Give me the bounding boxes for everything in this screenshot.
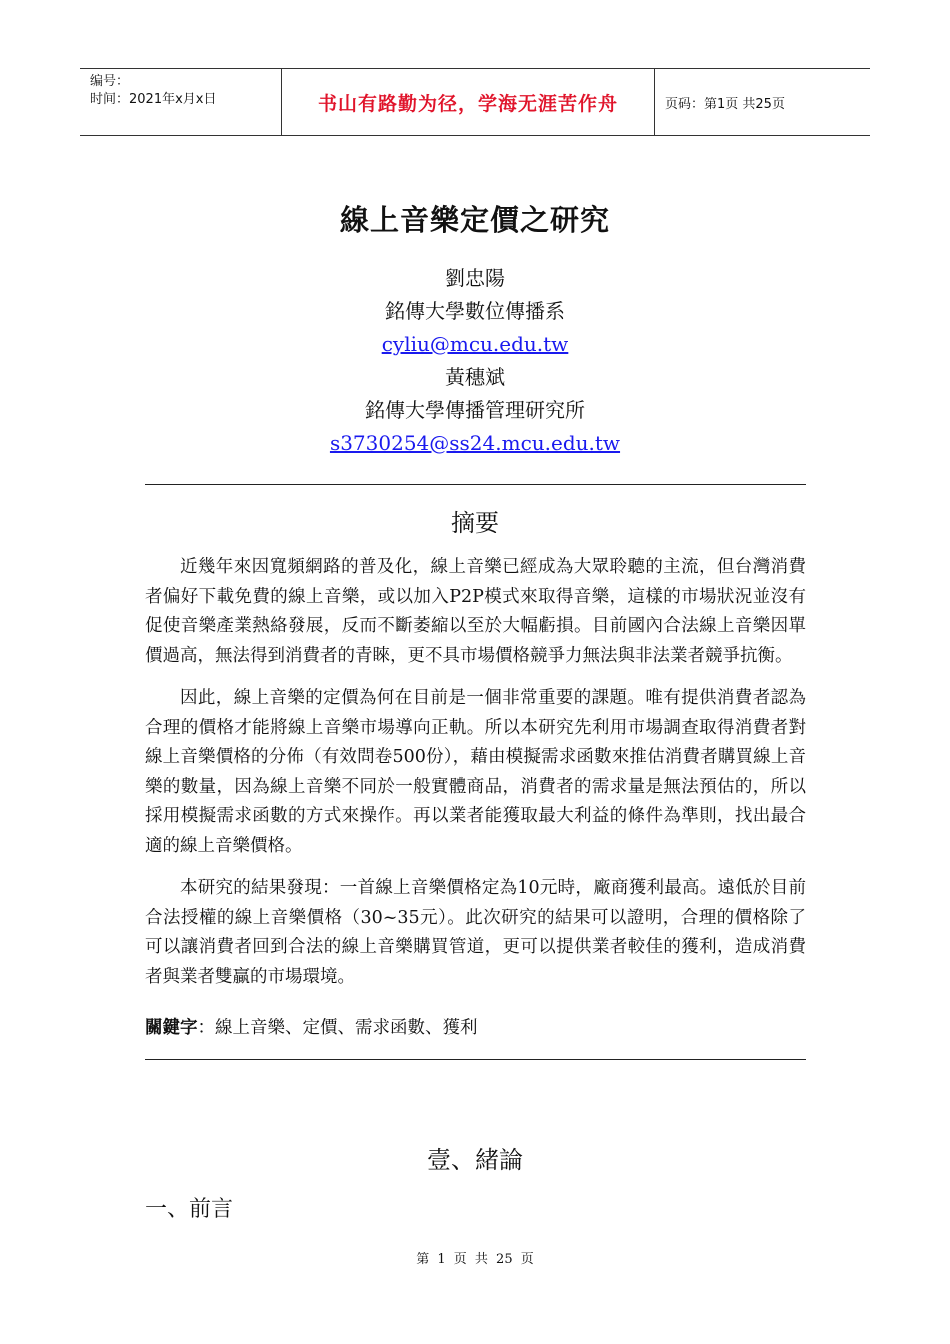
- page-footer: 第 1 页 共 25 页: [416, 1252, 534, 1267]
- abstract-paragraph: 本研究的結果發現：一首線上音樂價格定為10元時，廠商獲利最高。遠低於目前合法授權的線上音樂價格（30~35元）。此次研究的結果可以證明，合理的價格除了可以讓消費者回到合法的線上音樂購買管道，更可以提供業者較佳的獲利，造成消費者與業者雙贏的市場環境。: [145, 878, 806, 987]
- subsection-heading: 一、前言: [145, 1197, 234, 1222]
- section-heading: 壹、緒論: [427, 1146, 523, 1174]
- abstract-paragraph: 近幾年來因寬頻網路的普及化，線上音樂已經成為大眾聆聽的主流，但台灣消費者偏好下載免費的線上音樂，或以加入P2P模式來取得音樂，這樣的市場狀況並沒有促使音樂產業熱絡發展，反而不斷萎縮以至於大幅虧損。目前國內合法線上音樂因單價過高，無法得到消費者的青睞，更不具市場價格競爭力無法與非法業者競爭抗衡。: [145, 557, 806, 666]
- time-label: 时间：2021年x月x日: [90, 92, 217, 107]
- author-block: [0, 262, 950, 460]
- keywords-text: ：線上音樂、定價、需求函數、獲利: [197, 1018, 478, 1038]
- author-name: 劉忠陽: [445, 266, 505, 290]
- header-meta: [80, 69, 282, 135]
- abstract-paragraph: 因此，線上音樂的定價為何在目前是一個非常重要的課題。唯有提供消費者認為合理的價格才能將線上音樂市場導向正軌。所以本研究先利用市場調查取得消費者對線上音樂價格的分佈（有效問卷500份），藉由模擬需求函數來推估消費者購買線上音樂的數量，因為線上音樂不同於一般實體商品，消費者的需求量是無法預估的，所以採用模擬需求函數的方式來操作。再以業者能獲取最大利益的條件為準則，找出最合適的線上音樂價格。: [145, 688, 806, 856]
- abstract-body: [145, 553, 806, 1005]
- paper-title: 線上音樂定價之研究: [339, 203, 610, 237]
- keywords-line: [145, 1014, 478, 1039]
- header-page-info: 页码：第1页 共25页: [665, 96, 785, 112]
- author-affiliation: 銘傳大學數位傳播系: [385, 299, 565, 323]
- abstract-heading: 摘要: [451, 509, 499, 537]
- divider: [145, 484, 806, 485]
- page-header: [80, 68, 870, 136]
- author-email-link[interactable]: s3730254@ss24.mcu.edu.tw: [329, 431, 621, 455]
- author-name: 黃穗斌: [445, 365, 505, 389]
- author-affiliation: 銘傳大學傳播管理研究所: [365, 398, 585, 422]
- author-email-link[interactable]: cyliu@mcu.edu.tw: [381, 332, 569, 356]
- keywords-label: 關鍵字: [145, 1018, 198, 1038]
- number-label: 编号：: [90, 74, 130, 89]
- divider: [145, 1059, 806, 1060]
- header-motto: 书山有路勤为径，学海无涯苦作舟: [282, 69, 655, 135]
